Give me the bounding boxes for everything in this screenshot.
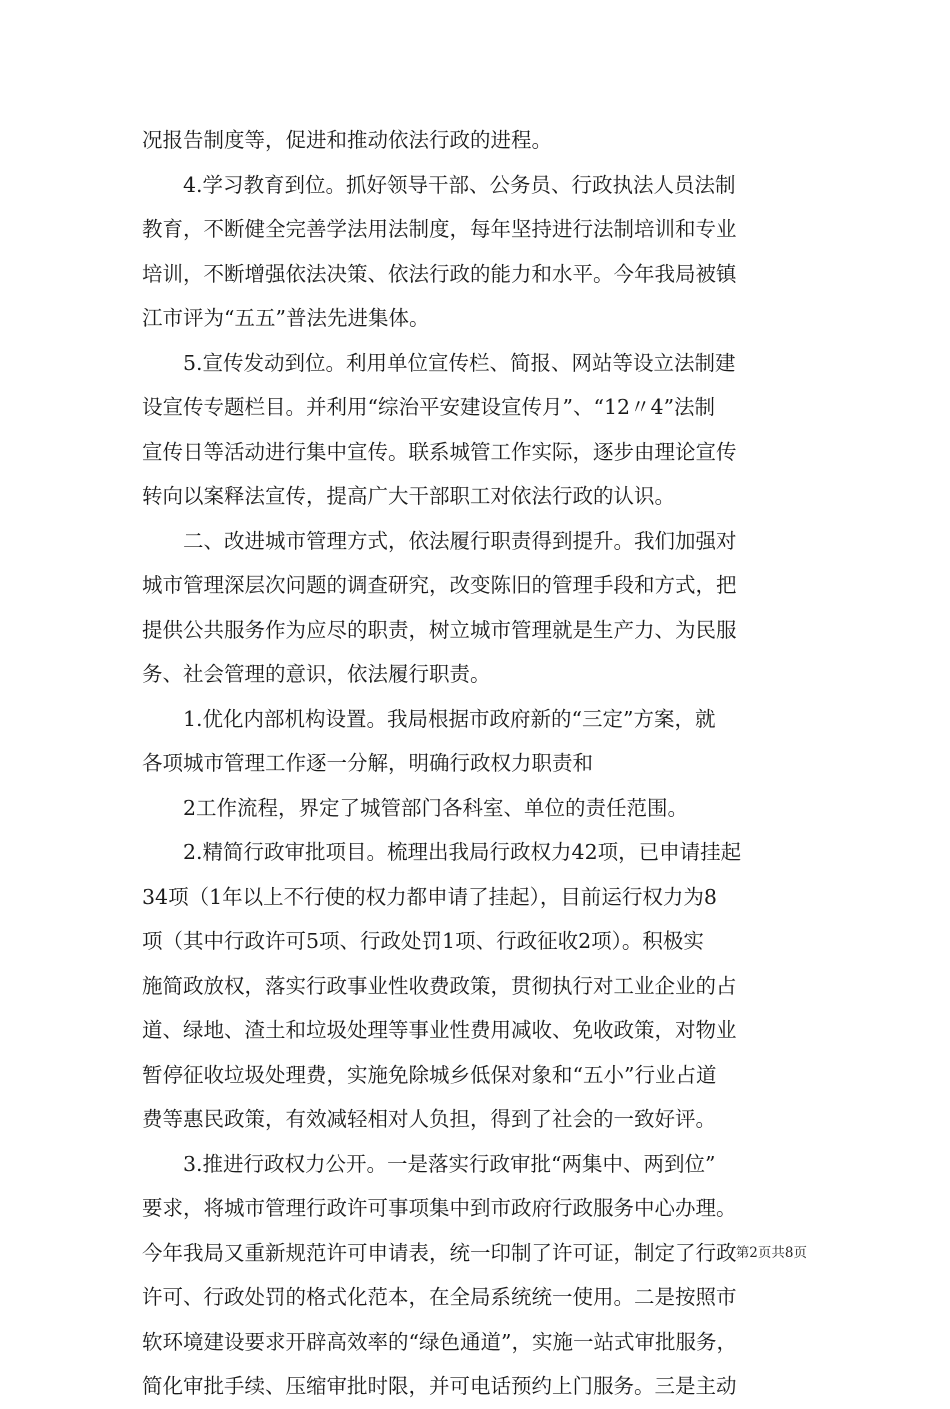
text-line: 5.宣传发动到位。利用单位宣传栏、简报、网站等设立法制建 bbox=[183, 350, 736, 375]
text-line: 务、社会管理的意识，依法履行职责。 bbox=[142, 662, 491, 686]
text-line: 况报告制度等，促进和推动依法行政的进程。 bbox=[142, 128, 552, 152]
text-line: 教育，不断健全完善学法用法制度，每年坚持进行法制培训和专业 bbox=[142, 217, 737, 241]
text-line: 施简政放权，落实行政事业性收费政策，贯彻执行对工业企业的占 bbox=[142, 973, 737, 998]
text-line: 宣传日等活动进行集中宣传。联系城管工作实际，逐步由理论宣传 bbox=[142, 439, 737, 464]
text-line: 2工作流程，界定了城管部门各科室、单位的责任范围。 bbox=[183, 795, 689, 820]
text-line: 二、改进城市管理方式，依法履行职责得到提升。我们加强对 bbox=[183, 528, 737, 553]
text-line: 设宣传专题栏目。并利用“综治平安建设宣传月”、“12〃4”法制 bbox=[142, 395, 716, 419]
text-line: 3.推进行政权力公开。一是落实行政审批“两集中、两到位” bbox=[183, 1151, 716, 1176]
text-line: 转向以案释法宣传，提高广大干部职工对依法行政的认识。 bbox=[142, 484, 675, 508]
text-line: 培训，不断增强依法决策、依法行政的能力和水平。今年我局被镇 bbox=[142, 261, 737, 286]
text-line: 提供公共服务作为应尽的职责，树立城市管理就是生产力、为民服 bbox=[142, 617, 737, 642]
text-line: 江市评为“五五”普法先进集体。 bbox=[142, 306, 430, 330]
text-line: 城市管理深层次问题的调查研究，改变陈旧的管理手段和方式，把 bbox=[142, 573, 737, 597]
text-line: 4.学习教育到位。抓好领导干部、公务员、行政执法人员法制 bbox=[183, 172, 736, 197]
text-line: 软环境建设要求开辟高效率的“绿色通道”，实施一站式审批服务， bbox=[142, 1329, 737, 1354]
text-line: 34项（1年以上不行使的权力都申请了挂起），目前运行权力为8 bbox=[142, 884, 717, 909]
text-line: 1.优化内部机构设置。我局根据市政府新的“三定”方案，就 bbox=[183, 706, 716, 731]
text-line: 费等惠民政策，有效减轻相对人负担，得到了社会的一致好评。 bbox=[142, 1107, 716, 1131]
page-number: 第2页共8页 bbox=[735, 1245, 807, 1261]
text-line: 要求，将城市管理行政许可事项集中到市政府行政服务中心办理。 bbox=[142, 1196, 737, 1220]
text-line: 许可、行政处罚的格式化范本，在全局系统统一使用。二是按照市 bbox=[142, 1285, 737, 1309]
text-line: 今年我局又重新规范许可申请表，统一印制了许可证，制定了行政 bbox=[142, 1240, 737, 1265]
document-body bbox=[142, 118, 812, 1409]
text-line: 各项城市管理工作逐一分解，明确行政权力职责和 bbox=[142, 751, 593, 775]
text-line: 2.精简行政审批项目。梳理出我局行政权力42项，已申请挂起 bbox=[183, 840, 742, 864]
text-line: 项（其中行政许可5项、行政处罚1项、行政征收2项）。积极实 bbox=[142, 929, 704, 953]
text-line: 暂停征收垃圾处理费，实施免除城乡低保对象和“五小”行业占道 bbox=[142, 1062, 717, 1087]
text-line: 简化审批手续、压缩审批时限，并可电话预约上门服务。三是主动 bbox=[142, 1374, 737, 1398]
text-line: 道、绿地、渣土和垃圾处理等事业性费用减收、免收政策，对物业 bbox=[142, 1018, 737, 1042]
